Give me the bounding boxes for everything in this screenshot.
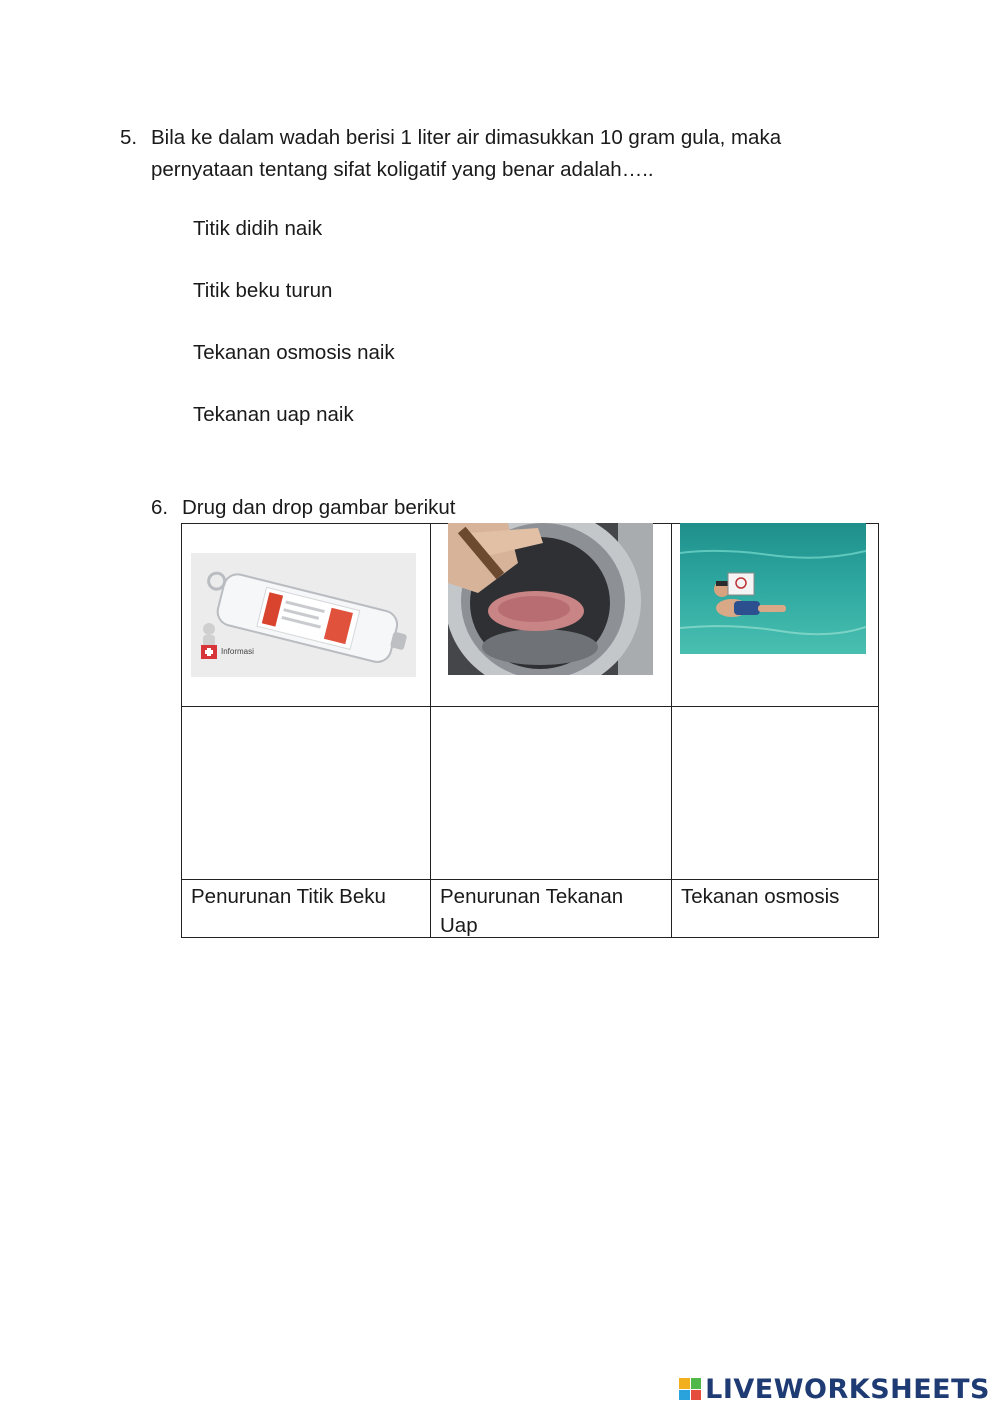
- option-2[interactable]: Titik beku turun: [193, 279, 333, 302]
- option-4[interactable]: Tekanan uap naik: [193, 403, 354, 426]
- drag-drop-table: [181, 523, 879, 938]
- brand-name: LIVEWORKSHEETS: [705, 1373, 990, 1405]
- iv-bag-icon: [191, 553, 416, 677]
- floating-person-icon: [680, 523, 866, 654]
- drop-zone-3[interactable]: [671, 706, 879, 880]
- iv-bag-image[interactable]: [191, 553, 416, 677]
- label-cell-2: [430, 879, 672, 938]
- option-1[interactable]: Titik didih naik: [193, 217, 323, 240]
- label-text: Penurunan Tekanan Uap: [440, 885, 624, 937]
- label-text: Tekanan osmosis: [681, 885, 840, 908]
- question-text: Drug dan drop gambar berikut: [182, 496, 456, 519]
- question-number: 5.: [120, 126, 138, 149]
- steamer-pot-icon: [448, 523, 653, 675]
- drop-zone-2[interactable]: [430, 706, 672, 880]
- question-number: 6.: [151, 496, 169, 519]
- label-cell-3: [671, 879, 879, 938]
- option-3[interactable]: Tekanan osmosis naik: [193, 341, 395, 364]
- steamer-pot-image[interactable]: [448, 523, 653, 675]
- dead-sea-image[interactable]: [680, 523, 866, 654]
- question-text: Bila ke dalam wadah berisi 1 liter air dimasukkan 10 gram gula, maka pernyataan tentang sifat koligatif yang benar adalah…..: [151, 126, 782, 181]
- drop-zone-1[interactable]: [181, 706, 431, 880]
- iv-bag-caption: Informasi: [221, 647, 254, 656]
- liveworksheets-logo[interactable]: [679, 1372, 990, 1406]
- liveworksheets-logo-icon: [679, 1378, 701, 1400]
- label-cell-1: [181, 879, 431, 938]
- label-text: Penurunan Titik Beku: [191, 885, 386, 908]
